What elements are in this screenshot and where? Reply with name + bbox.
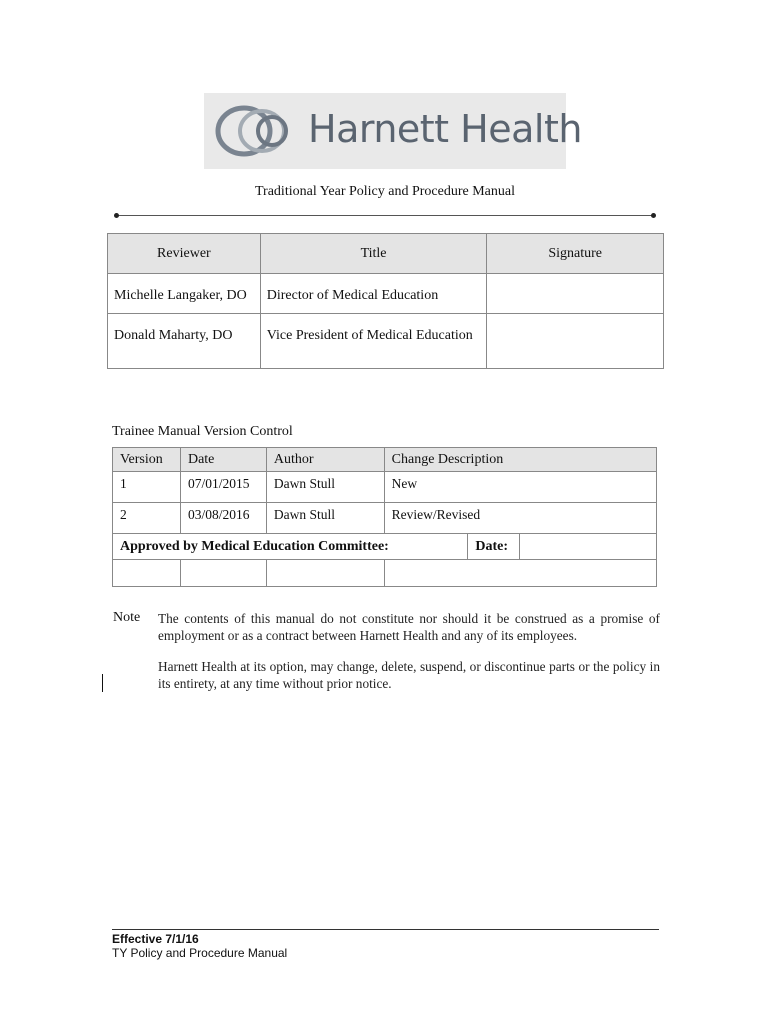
change-description-header: Change Description (384, 448, 656, 472)
table-row (113, 472, 657, 503)
version-control-heading: Trainee Manual Version Control (112, 424, 293, 439)
table-row (113, 503, 657, 534)
version-control-table (112, 447, 657, 587)
document-title: Traditional Year Policy and Procedure Manual (255, 184, 515, 199)
reviewer-name: Michelle Langaker, DO (108, 274, 261, 314)
version-cell: 1 (113, 472, 181, 503)
change-cell: New (384, 472, 656, 503)
footer-rule (112, 929, 659, 930)
empty-date-cell[interactable] (180, 560, 266, 587)
reviewer-title: Director of Medical Education (260, 274, 487, 314)
footer-effective-date: Effective 7/1/16 (112, 932, 199, 946)
title-header: Title (260, 234, 487, 274)
date-cell: 07/01/2015 (180, 472, 266, 503)
reviewer-table (107, 233, 664, 369)
harnett-rings-icon (212, 103, 304, 159)
note-label: Note (113, 610, 141, 625)
empty-author-cell[interactable] (266, 560, 384, 587)
empty-version-cell[interactable] (113, 560, 181, 587)
table-row (108, 314, 664, 369)
version-header-row (113, 448, 657, 472)
logo (204, 93, 582, 169)
rule-left-dot (114, 213, 119, 218)
empty-change-cell[interactable] (384, 560, 656, 587)
author-cell: Dawn Stull (266, 503, 384, 534)
reviewer-title: Vice President of Medical Education (260, 314, 487, 369)
author-cell: Dawn Stull (266, 472, 384, 503)
version-header: Version (113, 448, 181, 472)
date-cell: 03/08/2016 (180, 503, 266, 534)
rule-right-dot (651, 213, 656, 218)
note-paragraph: The contents of this manual do not constitute nor should it be construed as a promise of employment or as a contract between Harnett Health and any of its employees. (158, 611, 660, 643)
reviewer-header: Reviewer (108, 234, 261, 274)
version-cell: 2 (113, 503, 181, 534)
footer-subtitle: TY Policy and Procedure Manual (112, 946, 288, 960)
signature-cell[interactable] (487, 274, 664, 314)
text-cursor-bar (102, 674, 103, 692)
title-rule (117, 215, 653, 216)
table-row (108, 274, 664, 314)
approved-by-label: Approved by Medical Education Committee: (113, 534, 468, 560)
change-cell: Review/Revised (384, 503, 656, 534)
table-row (113, 560, 657, 587)
reviewer-name: Donald Maharty, DO (108, 314, 261, 369)
approval-row (113, 534, 657, 560)
note-paragraph: Harnett Health at its option, may change, delete, suspend, or discontinue parts or the policy in its entirety, at any time without prior notice. (158, 659, 660, 691)
author-header: Author (266, 448, 384, 472)
logo-brand-text: Harnett Health (308, 107, 582, 151)
signature-cell[interactable] (487, 314, 664, 369)
reviewer-header-row (108, 234, 664, 274)
signature-header: Signature (487, 234, 664, 274)
date-header: Date (180, 448, 266, 472)
approval-date-field[interactable] (520, 534, 657, 560)
approval-date-label: Date: (468, 534, 520, 560)
